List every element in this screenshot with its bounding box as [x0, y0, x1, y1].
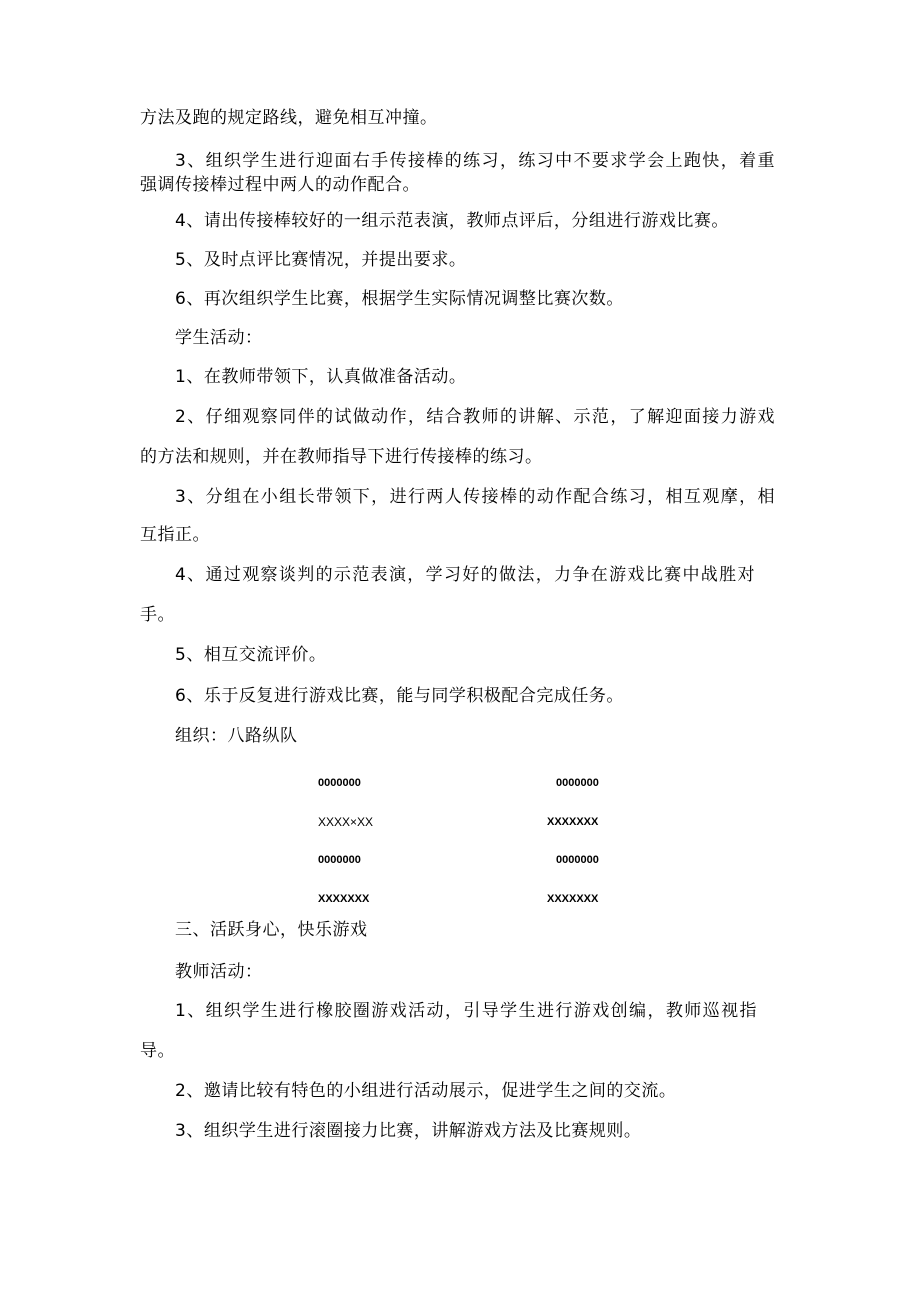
paragraph-line: 2、仔细观察同伴的试做动作，结合教师的讲解、示范，了解迎面接力游戏 — [175, 407, 775, 427]
formation-row-right: 0000000 — [556, 854, 599, 866]
paragraph-line: 4、请出传接棒较好的一组示范表演，教师点评后，分组进行游戏比赛。 — [175, 211, 729, 231]
formation-row-right: 0000000 — [556, 777, 599, 789]
section-heading: 三、活跃身心，快乐游戏 — [175, 920, 368, 940]
paragraph-line: 3、分组在小组长带领下，进行两人传接棒的动作配合练习，相互观摩，相 — [175, 487, 775, 507]
formation-row-left: 0000000 — [318, 777, 361, 789]
paragraph-line: 6、再次组织学生比赛，根据学生实际情况调整比赛次数。 — [175, 289, 624, 309]
paragraph-line: 5、及时点评比赛情况，并提出要求。 — [175, 250, 467, 270]
formation-row-right: XXXXXXX — [547, 893, 599, 905]
paragraph-line: 导。 — [140, 1041, 175, 1061]
paragraph-line: 1、组织学生进行橡胶圈游戏活动，引导学生进行游戏创编，教师巡视指 — [175, 1001, 757, 1021]
section-heading: 教师活动： — [175, 962, 263, 982]
paragraph-line: 互指正。 — [140, 525, 210, 545]
paragraph-line: 4、通过观察谈判的示范表演，学习好的做法，力争在游戏比赛中战胜对 — [175, 565, 755, 585]
formation-row-left: 0000000 — [318, 854, 361, 866]
paragraph-line: 方法及跑的规定路线，避免相互冲撞。 — [140, 108, 438, 128]
paragraph-line: 6、乐于反复进行游戏比赛，能与同学积极配合完成任务。 — [175, 686, 624, 706]
paragraph-line: 2、邀请比较有特色的小组进行活动展示，促进学生之间的交流。 — [175, 1081, 677, 1101]
formation-row-right: XXXXXXX — [547, 816, 599, 828]
formation-row-left: XXXX×XX — [318, 815, 374, 829]
paragraph-line: 3、组织学生进行迎面右手传接棒的练习，练习中不要求学会上跑快，着重 — [175, 151, 775, 171]
paragraph-line: 5、相互交流评价。 — [175, 645, 327, 665]
section-heading: 学生活动： — [175, 328, 263, 348]
organization-label: 组织：八路纵队 — [175, 726, 298, 746]
paragraph-line: 的方法和规则，并在教师指导下进行传接棒的练习。 — [140, 447, 543, 467]
paragraph-line: 1、在教师带领下，认真做准备活动。 — [175, 367, 467, 387]
formation-row-left: XXXXXXX — [318, 893, 370, 905]
paragraph-line: 3、组织学生进行滚圈接力比赛，讲解游戏方法及比赛规则。 — [175, 1121, 642, 1141]
paragraph-line: 强调传接棒过程中两人的动作配合。 — [140, 175, 420, 195]
paragraph-line: 手。 — [140, 605, 175, 625]
